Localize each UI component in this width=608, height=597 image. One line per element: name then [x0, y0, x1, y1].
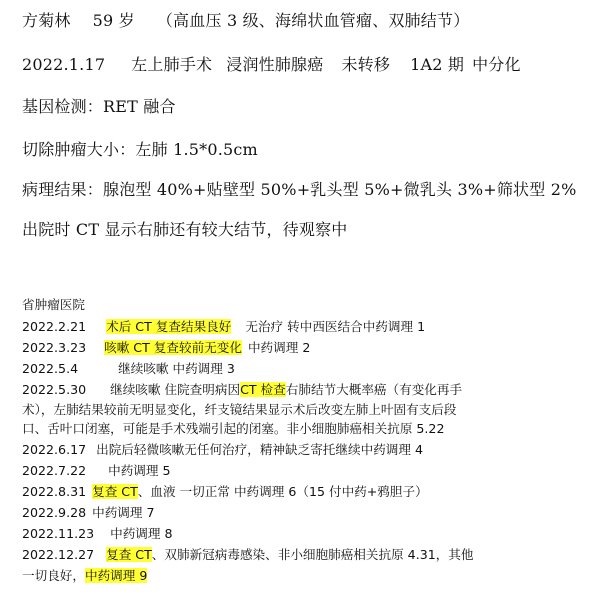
timeline-entry — [22, 502, 155, 521]
entry-date: 2022.8.31 — [22, 484, 87, 499]
entry-text: 一切良好， — [22, 568, 85, 583]
highlighted-text: 复查 CT — [106, 547, 152, 562]
highlighted-text: 术后 CT 复查结果良好 — [106, 319, 232, 334]
diagnosis: 浸润性肺腺癌 — [226, 55, 324, 74]
entry-text: 中药调理 2 — [247, 340, 311, 355]
entry-date: 2022.9.28 — [22, 505, 87, 520]
timeline-entry-continuation: 术），左肺结果较前无明显变化，纤支镜结果显示术后改变左肺上叶固有支后段 — [22, 402, 457, 417]
grade: 中分化 — [472, 55, 521, 74]
entry-date: 2022.5.4 — [22, 361, 79, 376]
entry-date: 2022.6.17 — [22, 442, 87, 457]
timeline-entry — [22, 337, 310, 356]
highlighted-text: CT 检查 — [240, 382, 286, 397]
entry-text: 继续咳嗽 中药调理 3 — [118, 361, 235, 376]
surgery-line — [22, 52, 521, 75]
entry-text: 继续咳嗽 住院查明病因 — [110, 382, 241, 397]
entry-text: 、血液 一切正常 中药调理 6（15 付中药+鸦胆子） — [137, 484, 428, 499]
timeline-entry — [22, 316, 425, 335]
stage: 1A2 期 — [410, 55, 465, 74]
metastasis-status: 未转移 — [341, 55, 391, 74]
gene-test-line: 基因检测：RET 融合 — [22, 97, 176, 116]
tumor-size-line: 切除肿瘤大小：左肺 1.5*0.5cm — [22, 140, 258, 159]
surgery-date: 2022.1.17 — [22, 55, 106, 74]
highlighted-text: 复查 CT — [92, 484, 138, 499]
timeline-entry — [22, 523, 173, 542]
timeline-entry — [22, 544, 474, 563]
timeline-entry — [22, 481, 428, 500]
timeline-entry — [22, 379, 462, 398]
entry-text: 、双肺新冠病毒感染、非小细胞肺癌相关抗原 4.31，其他 — [151, 547, 474, 562]
entry-date: 2022.2.21 — [22, 319, 87, 334]
timeline-entry-continuation: 口、舌叶口闭塞，可能是手术残端引起的闭塞。非小细胞肺癌相关抗原 5.22 — [22, 421, 445, 436]
entry-text: 无治疗 转中西医结合中药调理 1 — [245, 319, 426, 334]
discharge-ct-line: 出院时 CT 显示右肺还有较大结节，待观察中 — [22, 220, 348, 239]
entry-date: 2022.5.30 — [22, 382, 87, 397]
patient-name: 方菊林 — [22, 11, 71, 30]
hospital-name: 省肿瘤医院 — [22, 297, 85, 312]
entry-text: 右肺结节大概率癌（有变化再手 — [285, 382, 463, 397]
entry-date: 2022.7.22 — [22, 463, 87, 478]
timeline-entry — [22, 439, 423, 458]
entry-text: 中药调理 5 — [108, 463, 171, 478]
timeline-entry — [22, 460, 171, 479]
patient-summary-line — [22, 8, 469, 31]
entry-date: 2022.3.23 — [22, 340, 87, 355]
entry-text: 中药调理 8 — [110, 526, 173, 541]
entry-text: 中药调理 7 — [92, 505, 155, 520]
entry-date: 2022.11.23 — [22, 526, 95, 541]
highlighted-text: 咳嗽 CT 复查较前无变化 — [104, 340, 242, 355]
patient-age: 59 岁 — [92, 11, 135, 30]
medical-history: （高血压 3 级、海绵状血管瘤、双肺结节） — [156, 11, 470, 30]
timeline-entry-continuation — [22, 565, 147, 584]
surgery-type: 左上肺手术 — [131, 55, 213, 74]
entry-text: 出院后轻微咳嗽无任何治疗，精神缺乏寄托继续中药调理 4 — [96, 442, 423, 457]
entry-date: 2022.12.27 — [22, 547, 95, 562]
highlighted-text: 中药调理 9 — [84, 568, 148, 583]
pathology-line: 病理结果：腺泡型 40%+贴壁型 50%+乳头型 5%+微乳头 3%+筛状型 2% — [22, 180, 577, 199]
timeline-entry — [22, 358, 235, 377]
